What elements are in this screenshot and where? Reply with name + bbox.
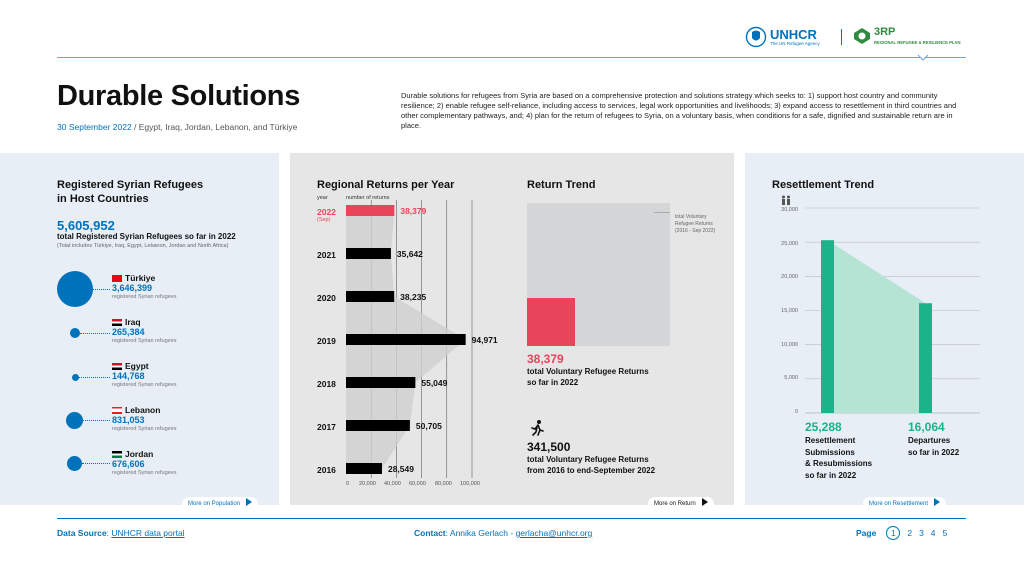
unhcr-logo	[745, 26, 835, 48]
label-line: so far in 2022	[908, 447, 960, 457]
col-year-header: year	[317, 195, 328, 201]
country-sub: registered Syrian refugees	[112, 338, 177, 344]
country-name: Jordan	[125, 449, 154, 459]
country-value: 3,646,399	[112, 283, 153, 293]
bar-label-2018: 55,049	[421, 378, 448, 388]
bubble-jordan	[67, 456, 82, 471]
country-value: 676,606	[112, 459, 145, 469]
bubble-egypt	[72, 374, 79, 381]
bar-2020	[346, 291, 394, 302]
registered-total: 5,605,952	[57, 218, 115, 233]
year-label: 2017	[317, 422, 336, 432]
registered-total-label: total Registered Syrian Refugees so far in 2022	[57, 232, 236, 241]
legend-line: total Voluntary	[675, 214, 707, 220]
more-population-button[interactable]	[182, 497, 258, 511]
play-arrow-icon	[934, 498, 940, 506]
report-date: 30 September 2022	[57, 122, 132, 132]
x-tick-label: 40,000	[384, 481, 401, 487]
year-label: 2020	[317, 293, 336, 303]
label-line: Resettlement	[805, 436, 856, 445]
page-title: Durable Solutions	[57, 80, 301, 112]
country-egypt	[112, 361, 177, 388]
resettlement-title: Resettlement Trend	[772, 179, 875, 191]
bar-label-2022: 38,379	[400, 206, 427, 216]
source-label: Data Source	[57, 528, 107, 538]
leader-egypt	[79, 377, 110, 378]
country-sub: registered Syrian refugees	[112, 426, 177, 432]
country-sub: registered Syrian refugees	[112, 382, 177, 388]
return-trend-legend	[675, 214, 715, 235]
report-countries: / Egypt, Iraq, Jordan, Lebanon, and Türkiye	[131, 122, 298, 132]
unhcr-name: UNHCR	[770, 27, 817, 42]
play-arrow-icon	[702, 498, 708, 506]
more-population-label: More on Population	[188, 501, 241, 507]
x-tick-label: 60,000	[409, 481, 426, 487]
resettlement-chart	[800, 205, 980, 417]
logo-divider	[841, 29, 842, 45]
registered-title	[57, 178, 203, 206]
returns-2022-value: 38,379	[527, 352, 564, 366]
3rp-name: 3RP	[874, 26, 896, 38]
page-2-link[interactable]: 2	[907, 528, 913, 538]
bubble-turkiye	[57, 271, 93, 307]
returns-per-year-title: Regional Returns per Year	[317, 179, 455, 191]
3rp-emblem-icon	[853, 27, 871, 45]
more-return-label: More on Return	[654, 501, 696, 507]
page-4-link[interactable]: 4	[930, 528, 936, 538]
leader-turkiye	[93, 289, 110, 290]
page-3-link[interactable]: 3	[919, 528, 924, 538]
bar-2016	[346, 463, 382, 474]
bar-2019	[346, 334, 466, 345]
y-tick-label: 30,000	[781, 207, 798, 213]
source-link[interactable]: UNHCR data portal	[111, 528, 185, 538]
bar-label-2020: 38,235	[400, 292, 427, 302]
x-tick-label: 0	[346, 481, 350, 487]
return-trend-leader	[654, 212, 670, 213]
x-tick-label: 80,000	[435, 481, 452, 487]
x-tick-label: 20,000	[359, 481, 376, 487]
registered-title-line2: in Host Countries	[57, 193, 149, 205]
y-tick-label: 15,000	[781, 308, 798, 314]
year-label: 2021	[317, 250, 336, 260]
more-return-button[interactable]	[648, 497, 714, 511]
legend-line: Refugee Returns	[675, 221, 713, 227]
label-line: total Voluntary Refugee Returns	[527, 367, 649, 376]
x-tick-label: 100,000	[460, 481, 480, 487]
bubble-iraq	[70, 328, 80, 338]
page-5-link[interactable]: 5	[942, 528, 948, 538]
lebanon-flag-icon	[112, 407, 122, 414]
footer-rule	[57, 518, 966, 519]
y-tick-label: 20,000	[781, 274, 798, 280]
3rp-logo	[853, 26, 973, 48]
bar-label-2017: 50,705	[415, 421, 442, 431]
bar-label-2016: 28,549	[387, 464, 414, 474]
y-tick-label: 25,000	[781, 241, 798, 247]
label-line: Departures	[908, 436, 951, 445]
col-num-header: number of returns	[346, 195, 390, 201]
country-turkiye	[112, 273, 177, 300]
country-sub: registered Syrian refugees	[112, 470, 177, 476]
leader-jordan	[82, 463, 110, 464]
contact-email-link[interactable]: gerlacha@unhcr.org	[515, 528, 593, 538]
registered-note: (Total includes Türkiye, Iraq, Egypt, Lebanon, Jordan and North Africa)	[57, 243, 229, 249]
resettlement-area	[828, 240, 926, 413]
leader-lebanon	[83, 420, 110, 421]
bar-label-2019: 94,971	[471, 335, 498, 345]
submissions-text	[805, 435, 872, 481]
returns-2022-label	[527, 366, 649, 388]
more-resettlement-label: More on Resettlement	[869, 501, 929, 507]
contact-label: Contact	[414, 528, 446, 538]
registered-title-line1: Registered Syrian Refugees	[57, 179, 204, 191]
legend-line: (2016 - Sep 2022)	[675, 228, 716, 234]
header-rule	[57, 57, 966, 58]
footer-source: Data Source: UNHCR data portal	[57, 528, 185, 538]
iraq-flag-icon	[112, 319, 122, 326]
year-label: 2016	[317, 465, 336, 475]
country-sub: registered Syrian refugees	[112, 294, 177, 300]
page-label: Page	[856, 528, 877, 538]
contact-name: : Annika Gerlach -	[445, 528, 516, 538]
y-tick-label: 10,000	[781, 342, 798, 348]
submissions-value: 25,288	[805, 420, 842, 434]
leader-iraq	[80, 333, 110, 334]
label-line: Submissions	[805, 447, 855, 457]
departures-bar	[919, 303, 932, 413]
return-trend-title: Return Trend	[527, 179, 596, 191]
label-line: so far in 2022	[805, 470, 857, 480]
country-jordan	[112, 449, 177, 476]
date-line	[57, 122, 297, 132]
country-name: Egypt	[125, 361, 149, 371]
bar-2018	[346, 377, 415, 388]
country-name: Lebanon	[125, 405, 161, 415]
country-name: Türkiye	[125, 273, 156, 283]
bar-2017	[346, 420, 410, 431]
bar-2022	[346, 205, 394, 216]
footer-contact	[414, 528, 592, 538]
submissions-bar	[821, 240, 834, 413]
bubble-lebanon	[66, 412, 83, 429]
departures-text	[908, 435, 959, 458]
page-1-link[interactable]: 1	[886, 526, 900, 540]
year-label: 2022	[317, 207, 336, 217]
country-value: 831,053	[112, 415, 145, 425]
play-arrow-icon	[246, 498, 252, 506]
year-note: (Sep)	[317, 217, 331, 223]
label-line: so far in 2022	[527, 378, 579, 387]
more-resettlement-button[interactable]	[863, 497, 946, 511]
y-tick-label: 5,000	[784, 375, 798, 381]
label-line: total Voluntary Refugee Returns	[527, 455, 649, 464]
turkiye-flag-icon	[112, 275, 122, 282]
y-tick-label: 0	[794, 409, 798, 415]
country-name: Iraq	[125, 317, 141, 327]
people-icon	[780, 195, 792, 205]
return-trend-2022-box	[527, 298, 575, 346]
intro-paragraph: Durable solutions for refugees from Syria are based on a comprehensive protection and solutions strategy which seeks to: 1) support host country and community resilience; 2) enable refugee self-reliance, including access to services, legal work opportunities and livelihoods; 3) expand access to resettlement in third countries and other complementary pathways, and; 4) plan for the return of refugees to Syria, on a voluntary basis, when conditions for a safe, dignified and sustainable return are in place.	[401, 91, 957, 130]
egypt-flag-icon	[112, 363, 122, 370]
unhcr-emblem-icon	[745, 26, 767, 48]
country-value: 144,768	[112, 371, 145, 381]
label-line: from 2016 to end-September 2022	[527, 466, 656, 475]
3rp-tagline: REGIONAL REFUGEE & RESILIENCE PLAN	[874, 40, 961, 45]
header-notch-icon	[918, 55, 928, 61]
country-value: 265,384	[112, 327, 145, 337]
country-lebanon	[112, 405, 177, 432]
year-label: 2019	[317, 336, 336, 346]
unhcr-tagline: The UN Refugee Agency	[770, 41, 820, 46]
jordan-flag-icon	[112, 451, 122, 458]
returns-total-value: 341,500	[527, 440, 571, 454]
running-person-icon	[528, 419, 546, 437]
bar-label-2021: 35,642	[396, 249, 423, 259]
country-iraq	[112, 317, 177, 344]
label-line: & Resubmissions	[805, 459, 873, 468]
returns-total-label	[527, 454, 655, 476]
year-label: 2018	[317, 379, 336, 389]
departures-value: 16,064	[908, 420, 945, 434]
bar-2021	[346, 248, 391, 259]
pagination	[856, 526, 947, 540]
